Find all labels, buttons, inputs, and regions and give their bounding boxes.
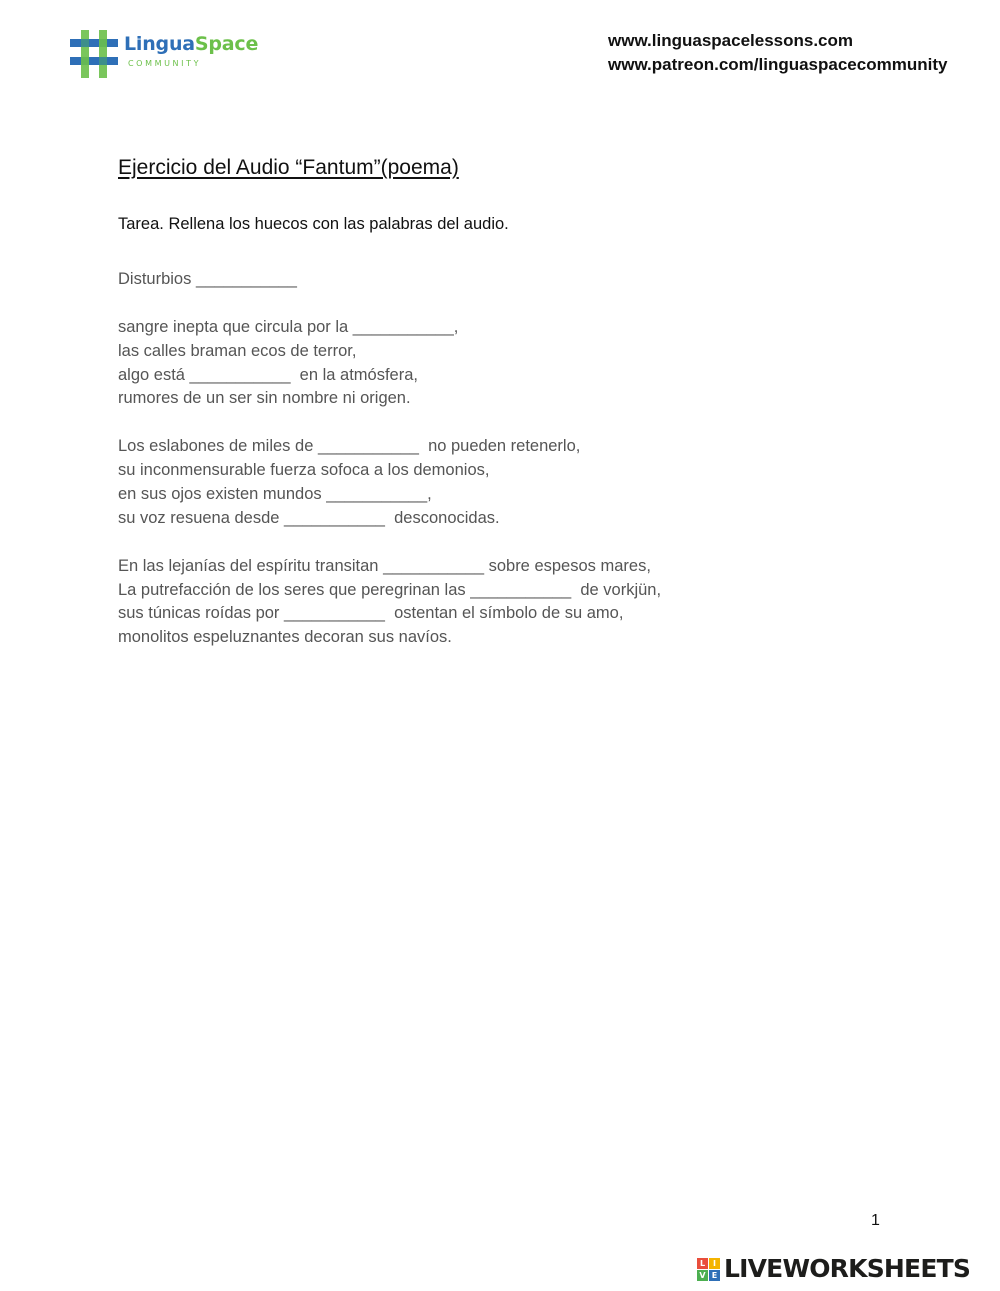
hash-logo-icon	[70, 30, 118, 78]
poem-line: Disturbios ___________	[118, 270, 297, 288]
logo-subtitle: COMMUNITY	[128, 59, 202, 68]
header-urls	[608, 29, 947, 77]
poem-line: En las lejanías del espíritu transitan ___________ sobre espesos mares,	[118, 556, 651, 575]
poem-line: su inconmensurable fuerza sofoca a los demonios,	[118, 461, 490, 480]
liveworksheets-logo	[697, 1256, 993, 1286]
logo-wordmark: LinguaSpace	[124, 33, 259, 55]
poem-line: en sus ojos existen mundos ___________,	[118, 485, 432, 504]
live-badge-icon: L I V E	[697, 1258, 721, 1282]
poem-line: rumores de un ser sin nombre ni origen.	[118, 389, 411, 408]
page-number: 1	[871, 1212, 880, 1229]
liveworksheets-wordmark: LIVEWORKSHEETS	[724, 1254, 971, 1283]
poem-line: sus túnicas roídas por ___________ ostentan el símbolo de su amo,	[118, 604, 624, 623]
poem-line: sangre inepta que circula por la ___________,	[118, 317, 459, 336]
poem-line: las calles braman ecos de terror,	[118, 341, 357, 360]
poem-line: Los eslabones de miles de ___________ no pueden retenerlo,	[118, 437, 581, 456]
poem-line: algo está ___________ en la atmósfera,	[118, 365, 418, 384]
poem	[118, 268, 661, 650]
poem-line: La putrefacción de los seres que peregrinan las ___________ de vorkjün,	[118, 580, 662, 599]
page-title: Ejercicio del Audio “Fantum”(poema)	[118, 156, 459, 179]
patreon-link[interactable]: www.patreon.com/linguaspacecommunity	[608, 55, 948, 74]
poem-line: su voz resuena desde ___________ desconocidas.	[118, 508, 500, 527]
task-instruction: Tarea. Rellena los huecos con las palabras del audio.	[118, 215, 509, 233]
linguaspace-logo	[70, 30, 260, 80]
poem-line: monolitos espeluznantes decoran sus navíos.	[118, 628, 452, 647]
website-link[interactable]: www.linguaspacelessons.com	[608, 31, 854, 50]
